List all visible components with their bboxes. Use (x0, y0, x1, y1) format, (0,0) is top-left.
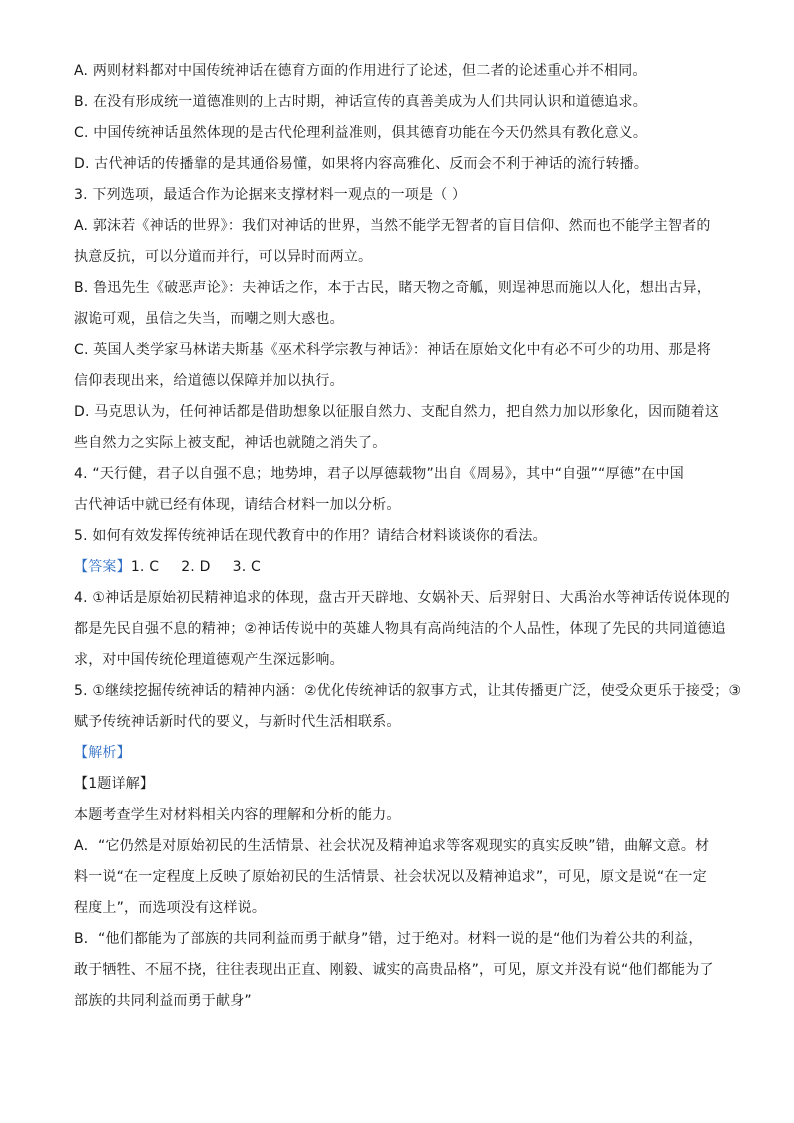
answer-4-line2: 都是先民自强不息的精神；②神话传说中的英雄人物具有高尚纯洁的个人品性，体现了先民的共同道德追 (74, 621, 726, 637)
option-3b-line2: 淑诡可观，虽信之失当，而嘲之则大惑也。 (74, 311, 344, 327)
answer-1: 1. C (130, 559, 160, 575)
option-2c: C. 中国传统神话虽然体现的是古代伦理利益准则，俱其德育功能在今天仍然具有教化意义。 (74, 125, 648, 141)
answer-5-line1: 5. ①继续挖掘传统神话的精神内涵：②优化传统神话的叙事方式，让其传播更广泛，使受众更乐于接受；③ (74, 683, 742, 699)
detail-label: 【1题详解】 (74, 776, 155, 792)
answer-label: 【答案】 (74, 559, 131, 575)
option-3d-line2: 些自然力之实际上被支配，神话也就随之消失了。 (74, 435, 387, 451)
analysis-label: 【解析】 (74, 745, 131, 761)
option-3a-line2: 执意反抗，可以分道而并行，可以异时而两立。 (74, 249, 373, 265)
document-page (74, 62, 742, 1023)
detail-intro: 本题考查学生对材料相关内容的理解和分析的能力。 (74, 807, 401, 823)
detail-a-line2: 料一说“在一定程度上反映了原始初民的生活情景、社会状况以及精神追求”，可见，原文是说“在一定 (74, 869, 707, 885)
answer-3: 3. C (232, 559, 261, 575)
option-2d: D. 古代神话的传播靠的是其通俗易懂，如果将内容高雅化、反而会不利于神话的流行转播。 (74, 156, 649, 172)
question-4-line1: 4. “天行健，君子以自强不息；地势坤，君子以厚德载物”出自《周易》，其中“自强”“厚德”在中国 (74, 466, 684, 482)
answer-4-line1: 4. ①神话是原始初民精神追求的体现，盘古开天辟地、女娲补天、后羿射日、大禹治水等神话传说体现的 (74, 590, 730, 606)
detail-a-line3: 程度上”，而选项没有这样说。 (74, 900, 267, 916)
answer-5-line2: 赋予传统神话新时代的要义，与新时代生活相联系。 (74, 714, 401, 730)
option-3d-line1: D. 马克思认为，任何神话都是借助想象以征服自然力、支配自然力，把自然力加以形象化，因而随着这 (74, 404, 720, 420)
answer-2: 2. D (181, 559, 211, 575)
option-3b-line1: B. 鲁迅先生《破恶声论》：夫神话之作，本于古民，睹天物之奇觚，则逞神思而施以人化，想出古异， (74, 280, 711, 296)
option-3c-line2: 信仰表现出来，给道德以保障并加以执行。 (74, 373, 344, 389)
detail-b-line1: B．“他们都能为了部族的共同利益而勇于献身”错，过于绝对。材料一说的是“他们为着公共的利益， (74, 931, 703, 947)
question-3-stem: 3. 下列选项，最适合作为论据来支撑材料一观点的一项是（ ） (74, 187, 467, 203)
option-3c-line1: C. 英国人类学家马林诺夫斯基《巫术科学宗教与神话》：神话在原始文化中有必不可少的功用、那是将 (74, 342, 712, 358)
option-2b: B. 在没有形成统一道德准则的上古时期，神话宣传的真善美成为人们共同认识和道德追求。 (74, 94, 647, 110)
option-2a: A. 两则材料都对中国传统神话在德育方面的作用进行了论述，但二者的论述重心并不相同。 (74, 63, 647, 79)
question-5: 5. 如何有效发挥传统神话在现代教育中的作用？请结合材料谈谈你的看法。 (74, 528, 547, 544)
answer-4-line3: 求，对中国传统伦理道德观产生深远影响。 (74, 652, 344, 668)
question-4-line2: 古代神话中就已经有体现，请结合材料一加以分析。 (74, 497, 401, 513)
answer-row (74, 558, 724, 589)
detail-b-line2: 敢于牺牲、不屈不挠，往往表现出正直、刚毅、诚实的高贵品格”，可见，原文并没有说“他们都能为了 (74, 962, 714, 978)
detail-b-line3: 部族的共同利益而勇于献身” (74, 993, 252, 1009)
detail-a-line1: A．“它仍然是对原始初民的生活情景、社会状况及精神追求等客观现实的真实反映”错，曲解文意。材 (74, 838, 710, 854)
option-3a-line1: A. 郭沫若《神话的世界》：我们对神话的世界，当然不能学无智者的盲目信仰、然而也不能学主智者的 (74, 218, 711, 234)
